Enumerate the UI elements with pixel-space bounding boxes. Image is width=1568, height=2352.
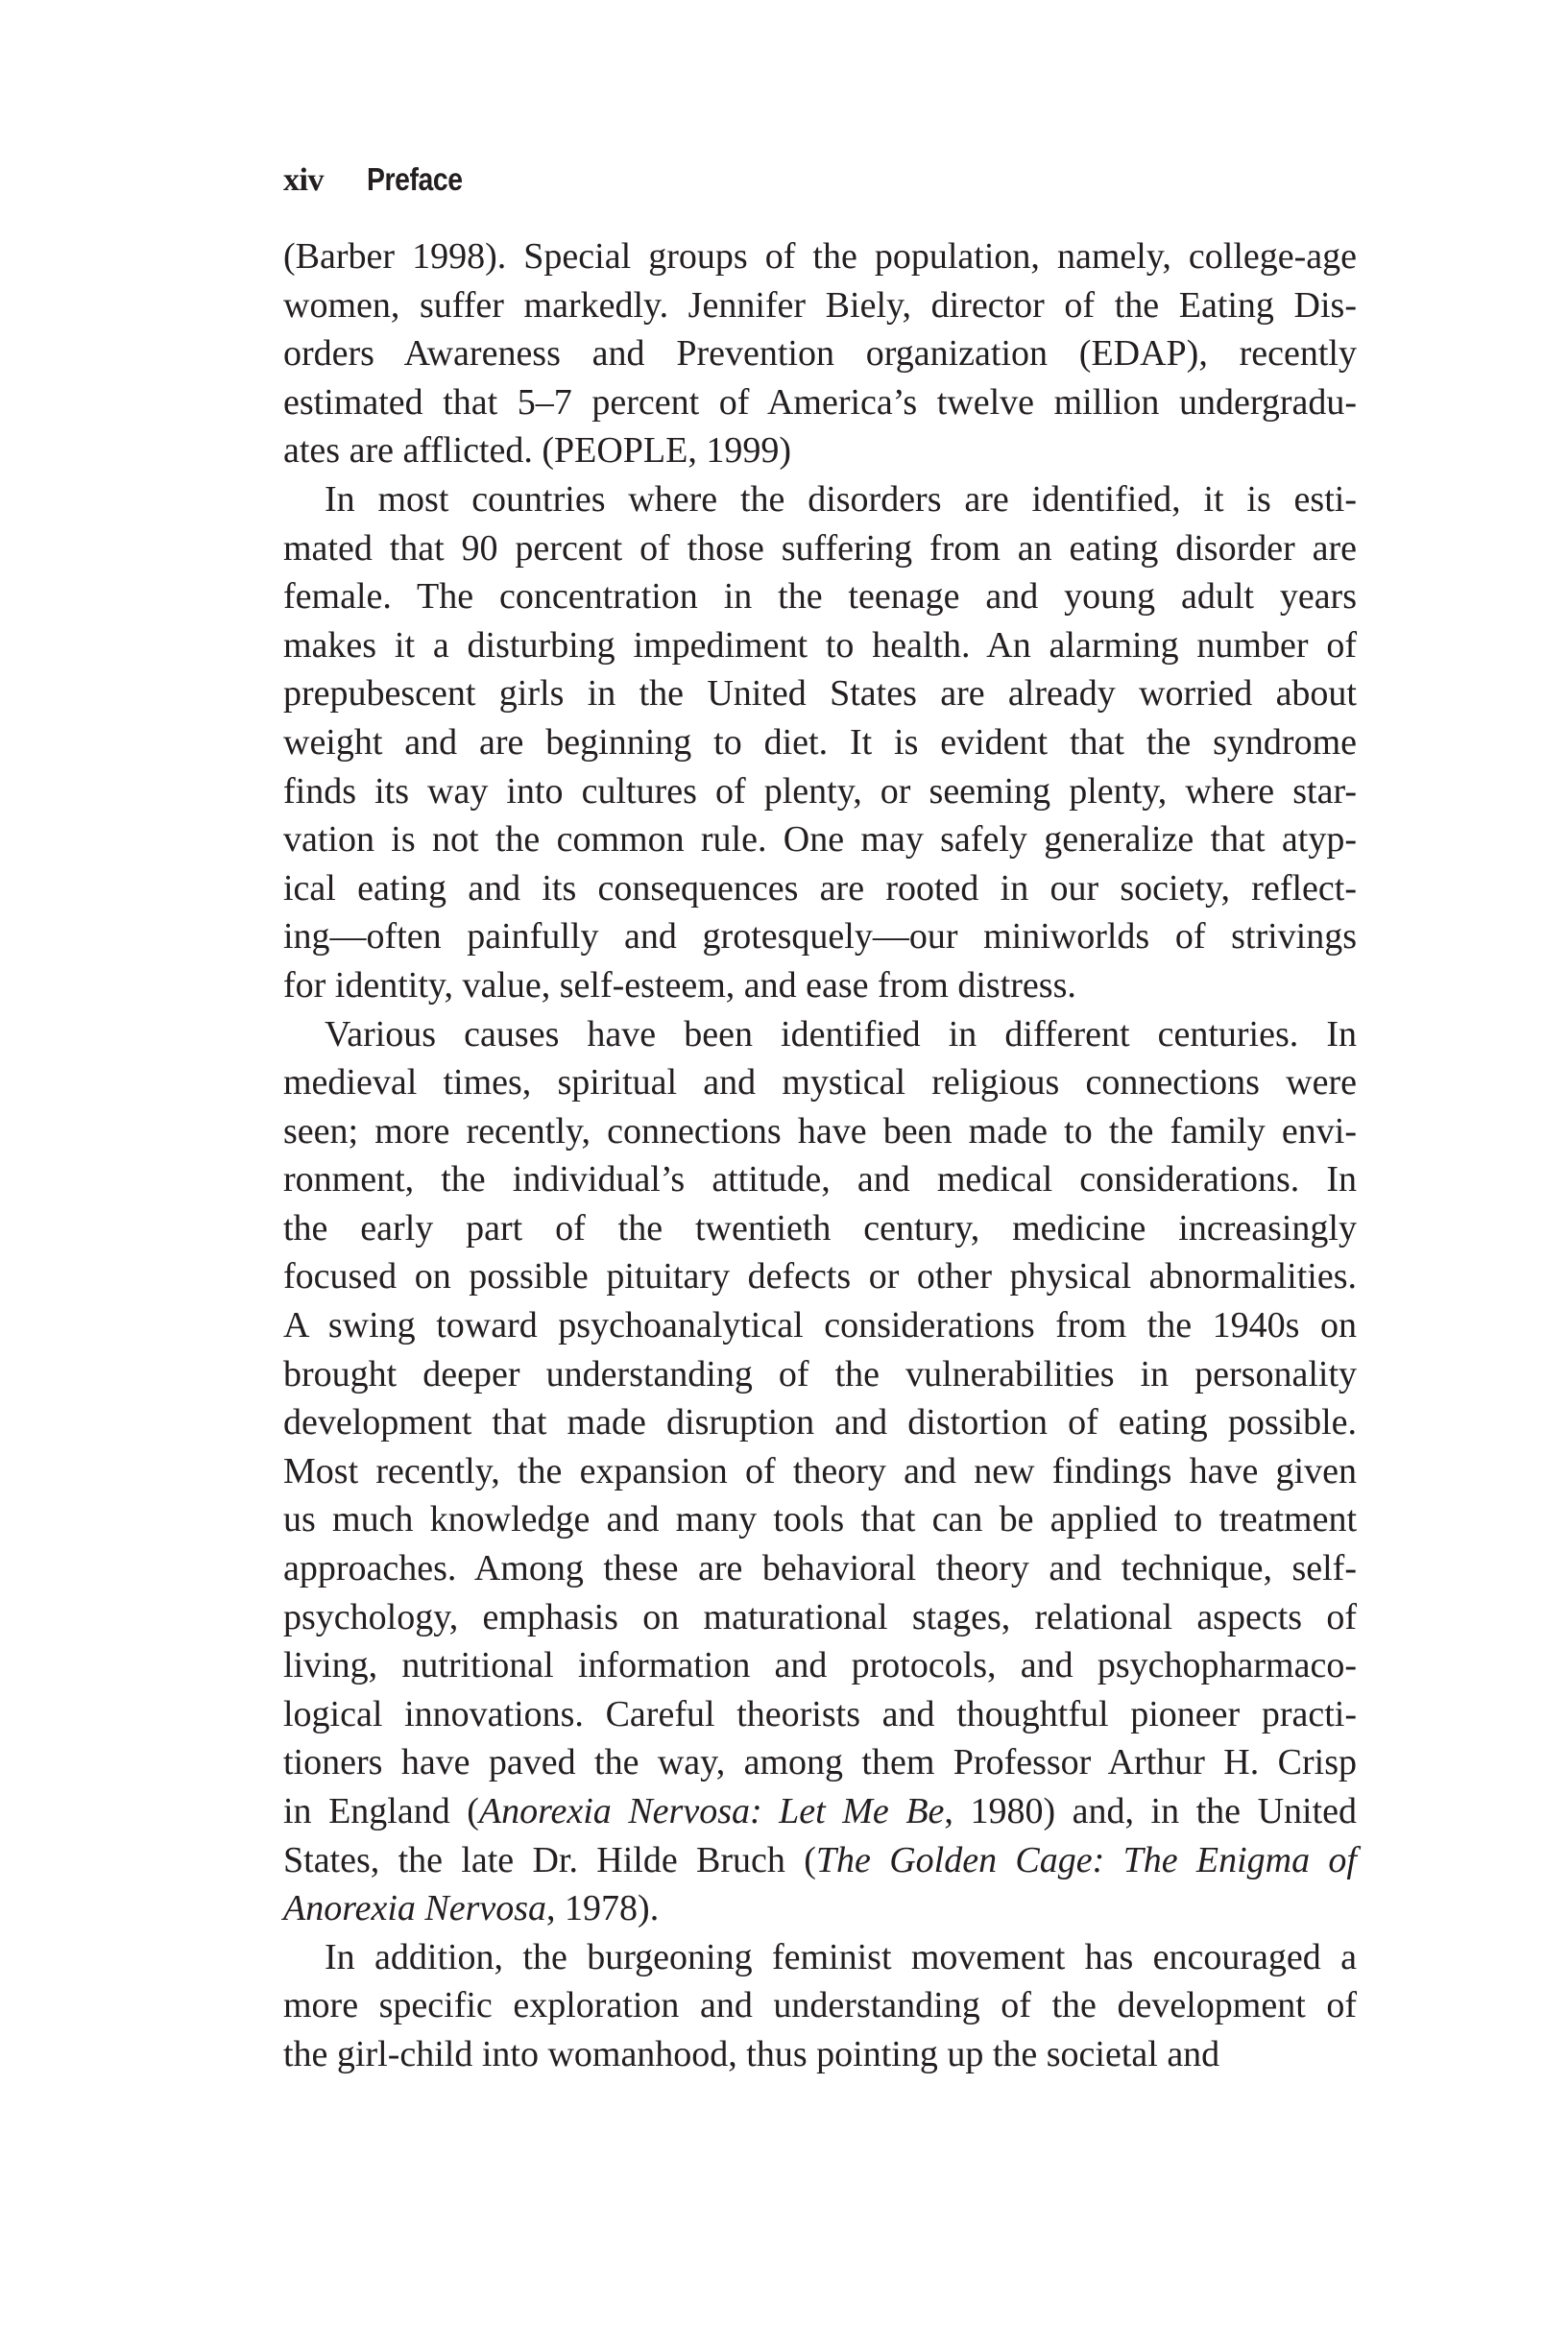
text-segment: for identity, value, self-esteem, and ease from distress. xyxy=(283,964,1076,1006)
text-segment: psychology, emphasis on maturational stages, relational aspects of xyxy=(283,1596,1357,1637)
text-segment: , 1980) and, in the United xyxy=(944,1791,1357,1831)
text-segment: estimated that 5–7 percent of America’s twelve million undergradu- xyxy=(283,381,1357,423)
text-segment: medieval times, spiritual and mystical religious connections were xyxy=(283,1062,1357,1103)
text-line xyxy=(283,1738,1357,1787)
paragraph xyxy=(283,475,1357,1010)
text-line xyxy=(283,1981,1357,2030)
text-segment: tioners have paved the way, among them Professor Arthur H. Crisp xyxy=(283,1742,1357,1783)
text-line xyxy=(283,1204,1357,1253)
text-segment: Various causes have been identified in different centuries. In xyxy=(325,1013,1357,1055)
text-line xyxy=(283,961,1357,1010)
text-line xyxy=(283,1252,1357,1301)
text-line xyxy=(283,1350,1357,1399)
book-title: The Golden Cage: The Enigma of xyxy=(815,1839,1357,1880)
text-line xyxy=(283,524,1357,573)
text-segment: In addition, the burgeoning feminist movement has encouraged a xyxy=(325,1936,1357,1977)
text-line xyxy=(283,281,1357,330)
text-line xyxy=(283,1058,1357,1107)
text-line xyxy=(283,621,1357,670)
text-segment: (Barber 1998). Special groups of the population, namely, college-age xyxy=(283,236,1357,277)
text-segment: approaches. Among these are behavioral theory and technique, self- xyxy=(283,1548,1357,1589)
text-segment: States, the late Dr. Hilde Bruch ( xyxy=(283,1839,816,1880)
text-line xyxy=(283,232,1357,281)
text-line xyxy=(283,815,1357,864)
text-line xyxy=(283,1544,1357,1593)
text-line xyxy=(283,329,1357,378)
text-segment: prepubescent girls in the United States are already worried about xyxy=(283,673,1357,715)
text-segment: weight and are beginning to diet. It is evident that the syndrome xyxy=(283,721,1357,763)
text-segment: ates are afflicted. (PEOPLE, 1999) xyxy=(283,430,792,472)
text-line xyxy=(283,1010,1357,1059)
text-line xyxy=(283,1107,1357,1156)
paragraph xyxy=(283,1933,1357,2079)
text-line xyxy=(283,1495,1357,1544)
text-segment: Most recently, the expansion of theory and new findings have given xyxy=(283,1450,1357,1491)
text-segment: women, suffer markedly. Jennifer Biely, director of the Eating Dis- xyxy=(283,284,1357,326)
text-segment: female. The concentration in the teenage and young adult years xyxy=(283,576,1357,618)
text-line xyxy=(283,1593,1357,1642)
paragraph xyxy=(283,232,1357,475)
body-text xyxy=(283,232,1357,2079)
text-line xyxy=(283,1787,1357,1836)
text-line xyxy=(283,1447,1357,1496)
text-line xyxy=(283,912,1357,961)
text-line xyxy=(283,767,1357,816)
book-title: Anorexia Nervosa: Let Me Be xyxy=(478,1791,945,1831)
text-line xyxy=(283,475,1357,524)
text-segment: In most countries where the disorders are identified, it is esti- xyxy=(325,478,1357,520)
book-title: Anorexia Nervosa xyxy=(283,1888,547,1929)
text-segment: mated that 90 percent of those suffering from an eating disorder are xyxy=(283,527,1357,569)
page-number: xiv xyxy=(283,162,324,198)
text-line xyxy=(283,572,1357,621)
text-line xyxy=(283,718,1357,767)
running-head xyxy=(283,161,478,204)
text-line xyxy=(283,2030,1357,2079)
text-line xyxy=(283,864,1357,913)
text-segment: A swing toward psychoanalytical considerations from the 1940s on xyxy=(283,1305,1357,1346)
text-line xyxy=(283,1933,1357,1982)
text-segment: the early part of the twentieth century, medicine increasingly xyxy=(283,1207,1357,1249)
text-segment: focused on possible pituitary defects or other physical abnormalities. xyxy=(283,1256,1357,1297)
text-segment: makes it a disturbing impediment to health. An alarming number of xyxy=(283,624,1357,666)
text-segment: finds its way into cultures of plenty, or seeming plenty, where star- xyxy=(283,770,1357,812)
text-segment: ical eating and its consequences are rooted in our society, reflect- xyxy=(283,867,1357,909)
text-segment: vation is not the common rule. One may safely generalize that atyp- xyxy=(283,819,1357,861)
text-segment: us much knowledge and many tools that can be applied to treatment xyxy=(283,1499,1357,1540)
text-segment: in England ( xyxy=(283,1791,479,1831)
text-line xyxy=(283,1884,1357,1933)
text-line xyxy=(283,378,1357,427)
text-line xyxy=(283,1836,1357,1885)
paragraph xyxy=(283,1010,1357,1933)
text-line xyxy=(283,1641,1357,1690)
section-title: Preface xyxy=(367,161,463,197)
text-line xyxy=(283,1690,1357,1739)
text-segment: orders Awareness and Prevention organization (EDAP), recently xyxy=(283,333,1357,375)
text-line xyxy=(283,1398,1357,1447)
text-segment: more specific exploration and understanding of the development of xyxy=(283,1985,1357,2026)
text-segment: ronment, the individual’s attitude, and medical considerations. In xyxy=(283,1159,1357,1200)
text-segment: , 1978). xyxy=(546,1888,660,1929)
text-segment: ing—often painfully and grotesquely—our miniworlds of strivings xyxy=(283,916,1357,958)
text-segment: development that made disruption and distortion of eating possible. xyxy=(283,1402,1357,1443)
text-line xyxy=(283,1301,1357,1350)
text-line xyxy=(283,426,1357,475)
text-segment: the girl-child into womanhood, thus pointing up the societal and xyxy=(283,2033,1220,2074)
text-segment: logical innovations. Careful theorists and thoughtful pioneer practi- xyxy=(283,1693,1357,1734)
text-segment: brought deeper understanding of the vulnerabilities in personality xyxy=(283,1353,1357,1394)
text-line xyxy=(283,1155,1357,1204)
text-segment: seen; more recently, connections have been made to the family envi- xyxy=(283,1110,1357,1152)
text-line xyxy=(283,669,1357,718)
text-segment: living, nutritional information and protocols, and psychopharmaco- xyxy=(283,1645,1357,1686)
